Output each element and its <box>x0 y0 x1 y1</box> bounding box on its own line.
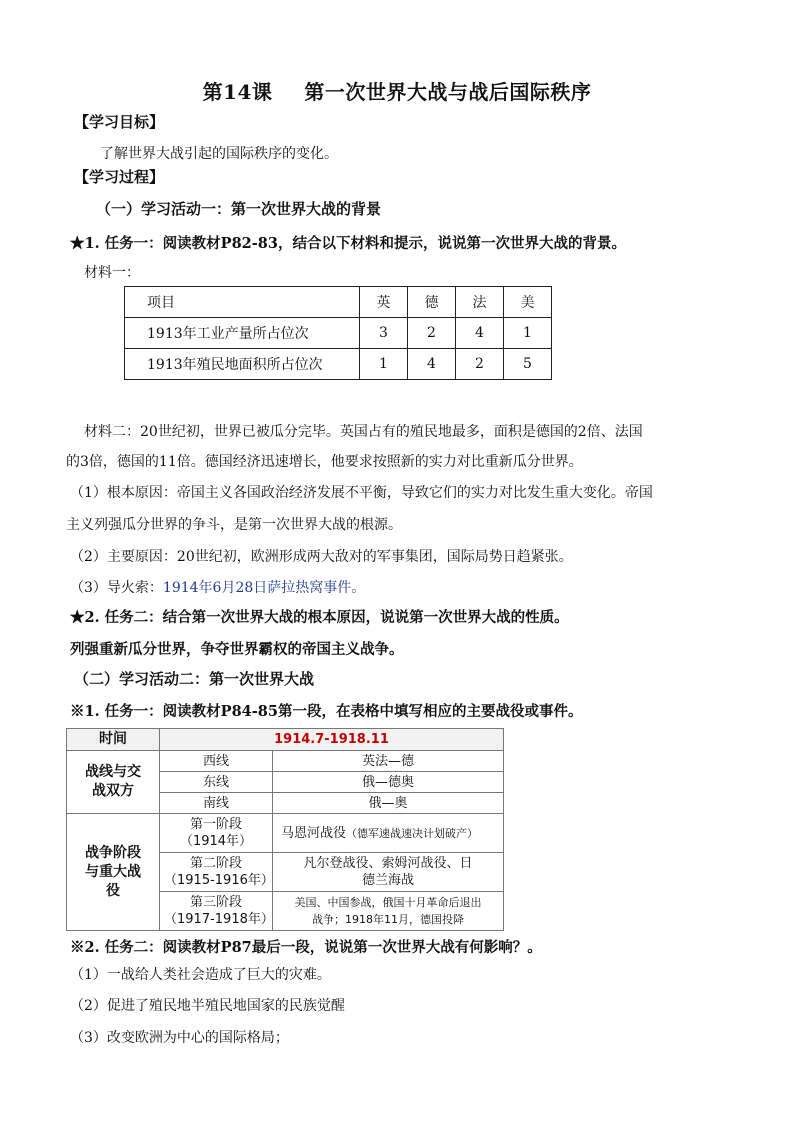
stages-label-line: 役 <box>106 882 120 899</box>
table-row <box>67 814 504 853</box>
time-value: 1914.7-1918.11 <box>160 729 504 751</box>
war-table <box>66 728 504 931</box>
front-sides: 俄—奥 <box>273 793 504 814</box>
activity1-heading: （一）学习活动一：第一次世界大战的背景 <box>96 200 382 218</box>
stages-label-line: 战争阶段 <box>85 844 141 861</box>
table-cell: 2 <box>408 318 456 349</box>
fronts-label-line: 战线与交 <box>85 764 141 780</box>
stages-label-line: 与重大战 <box>85 863 141 880</box>
objective-text: 了解世界大战引起的国际秩序的变化。 <box>100 146 338 162</box>
activity2-task2: ※2. 任务二：阅读教材P87最后一段，说说第一次世界大战有何影响？。 <box>70 939 542 956</box>
stage-name: 第二阶段 <box>189 856 242 871</box>
stage-event-line: 凡尔登战役、索姆河战役、日 <box>303 856 473 871</box>
front-sides: 俄—德奥 <box>273 772 504 793</box>
activity1-task1: ★1. 任务一：阅读教材P82-83，结合以下材料和提示，说说第一次世界大战的背景。 <box>70 235 626 252</box>
point3-text: 1914年6月28日萨拉热窝事件。 <box>162 580 366 596</box>
fronts-label-line: 战双方 <box>92 783 134 799</box>
table-header-cell: 法 <box>456 287 504 318</box>
stage-name: 第一阶段 <box>189 817 242 832</box>
stage-event <box>273 853 504 892</box>
stage-event-line: 美国、中国参战，俄国十月革命后退出 <box>294 896 482 909</box>
table-row <box>67 729 504 751</box>
table-cell: 1913年工业产量所占位次 <box>125 318 360 349</box>
material2-line1: 材料二：20世纪初，世界已被瓜分完毕。英国占有的殖民地最多，面积是德国的2倍、法国 <box>84 424 643 440</box>
table-cell: 1 <box>504 318 552 349</box>
time-label: 时间 <box>67 729 160 751</box>
impact-item: （2）促进了殖民地半殖民地国家的民族觉醒 <box>70 998 345 1014</box>
activity1-task2: ★2. 任务二：结合第一次世界大战的根本原因，说说第一次世界大战的性质。 <box>70 609 569 626</box>
table-row <box>125 287 552 318</box>
impact-item: （1）一战给人类社会造成了巨大的灾难。 <box>70 967 331 983</box>
stage-event-text: 马恩河战役 <box>281 825 347 841</box>
stage-event-line: 战争；1918年11月，德国投降 <box>312 913 464 926</box>
stage-event-line: 德兰海战 <box>361 873 414 888</box>
table-header-cell: 德 <box>408 287 456 318</box>
stage-event-note: （德军速战速决计划破产） <box>346 826 479 840</box>
activity2-heading: （二）学习活动二：第一次世界大战 <box>74 670 315 688</box>
table-header-cell: 项目 <box>125 287 360 318</box>
point1-line2: 主义列强瓜分世界的争斗，是第一次世界大战的根源。 <box>66 517 402 533</box>
stage-event <box>273 892 504 931</box>
point3 <box>70 577 365 597</box>
lesson-number: 第14课 <box>202 80 273 104</box>
material2-line2: 的3倍，德国的11倍。德国经济迅速增长，他要求按照新的实力对比重新瓜分世界。 <box>66 454 583 470</box>
fronts-label <box>67 751 160 814</box>
page-title <box>0 76 794 105</box>
activity2-task1: ※1. 任务一：阅读教材P84-85第一段，在表格中填写相应的主要战役或事件。 <box>70 703 583 720</box>
table-cell: 1 <box>360 349 408 380</box>
stage-years: （1915-1916年） <box>164 873 274 888</box>
table-header-cell: 美 <box>504 287 552 318</box>
impact-item: （3）改变欧洲为中心的国际格局； <box>70 1030 289 1046</box>
stages-label <box>67 814 160 931</box>
table-cell: 2 <box>456 349 504 380</box>
stage-years: （1914年） <box>179 834 253 849</box>
front-name: 南线 <box>160 793 273 814</box>
table-row <box>125 318 552 349</box>
process-heading: 【学习过程】 <box>74 168 165 186</box>
front-name: 东线 <box>160 772 273 793</box>
point1-line1: （1）根本原因：帝国主义各国政治经济发展不平衡，导致它们的实力对比发生重大变化。帝国 <box>70 485 653 501</box>
stage-cell <box>160 892 273 931</box>
stage-name: 第三阶段 <box>189 895 242 910</box>
table-row <box>125 349 552 380</box>
ranking-table <box>124 286 552 380</box>
table-cell: 4 <box>408 349 456 380</box>
table-header-cell: 英 <box>360 287 408 318</box>
table-cell: 4 <box>456 318 504 349</box>
lesson-name: 第一次世界大战与战后国际秩序 <box>304 80 592 104</box>
stage-years: （1917-1918年） <box>164 912 274 927</box>
table-row <box>67 751 504 772</box>
front-name: 西线 <box>160 751 273 772</box>
table-cell: 3 <box>360 318 408 349</box>
table-cell: 1913年殖民地面积所占位次 <box>125 349 360 380</box>
stage-event <box>273 814 504 853</box>
stage-cell <box>160 853 273 892</box>
stage-cell <box>160 814 273 853</box>
material1-label: 材料一： <box>84 265 140 281</box>
objective-heading: 【学习目标】 <box>74 113 165 131</box>
point2: （2）主要原因：20世纪初，欧洲形成两大敌对的军事集团，国际局势日趋紧张。 <box>70 549 573 565</box>
table-cell: 5 <box>504 349 552 380</box>
activity1-answer2: 列强重新瓜分世界，争夺世界霸权的帝国主义战争。 <box>70 641 404 658</box>
point3-prefix: （3）导火索： <box>70 580 163 596</box>
front-sides: 英法—德 <box>273 751 504 772</box>
